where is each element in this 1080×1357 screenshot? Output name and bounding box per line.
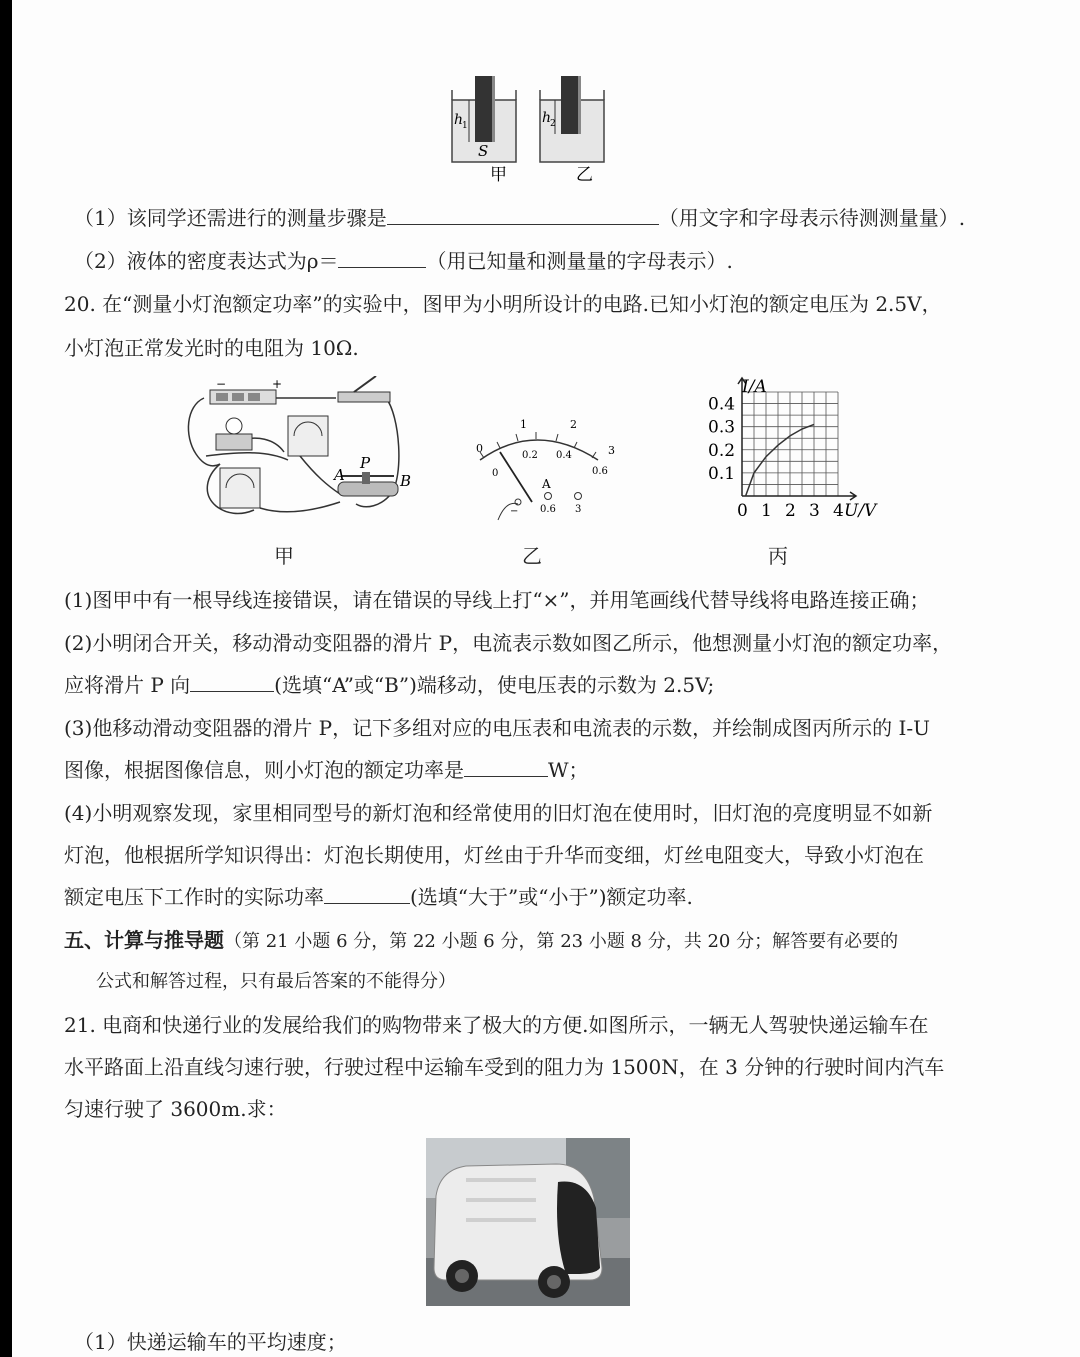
rheostat-a: A — [334, 466, 345, 484]
battery-plus: + — [272, 377, 283, 391]
voltmeter-top — [288, 416, 328, 456]
q21-sub1: （1）快递运输车的平均速度； — [74, 1330, 347, 1354]
q20-sub4-line1: (4)小明观察发现，家里相同型号的新灯泡和经常使用的旧灯泡在使用时，旧灯泡的亮度明显不如新 — [64, 801, 933, 825]
answer-blank[interactable] — [324, 885, 410, 904]
section5-note1: （第 21 小题 6 分，第 22 小题 6 分，第 23 小题 8 分，共 20 分；解答要有必要的 — [224, 931, 899, 952]
term-06: 0.6 — [540, 504, 556, 515]
x-tick-label: 3 — [809, 501, 820, 521]
q20-sub1: (1)图甲中有一根导线连接错误，请在错误的导线上打“×”，并用笔画线代替导线将电路连接正确； — [64, 588, 930, 612]
q19-part1-prefix: （1）该同学还需进行的测量步骤是 — [74, 206, 387, 230]
q19-part1 — [74, 206, 965, 230]
dial-s0: 0 — [492, 468, 499, 479]
q19-part1-suffix: （用文字和字母表示待测测量量）. — [658, 206, 966, 230]
section5-title: 五、计算与推导题 — [64, 928, 224, 952]
y-tick-label: 0.4 — [708, 394, 736, 415]
dial-s04: 0.4 — [556, 450, 572, 461]
density-figure — [448, 74, 628, 189]
circuit-diagram — [176, 376, 416, 526]
dial-t2: 2 — [570, 418, 577, 431]
q20-sub4-suffix: (选填“大于”或“小于”)额定功率. — [410, 885, 693, 909]
dial-t1: 1 — [520, 418, 527, 431]
rheostat-b: B — [400, 472, 412, 490]
dial-t0: 0 — [476, 442, 483, 455]
q20-sub4-prefix: 额定电压下工作时的实际功率 — [64, 885, 324, 909]
dial-s02: 0.2 — [522, 450, 538, 461]
graph-ylabel: I/A — [742, 377, 767, 397]
q20-sub2-prefix: 应将滑片 P 向 — [64, 673, 191, 697]
h2-label: h — [542, 110, 552, 126]
battery-minus: − — [216, 377, 227, 391]
q19-part2-suffix: （用已知量和测量量的字母表示）. — [426, 249, 733, 273]
graph-ticks — [708, 395, 844, 521]
q20-stem-line2: 小灯泡正常发光时的电阻为 10Ω. — [64, 336, 359, 360]
container-jia — [452, 76, 516, 162]
answer-blank[interactable] — [464, 758, 548, 777]
fig-label-yi-top: 乙 — [576, 165, 593, 185]
fig-label-bing: 丙 — [768, 544, 788, 568]
rheostat-p: P — [360, 454, 371, 472]
delivery-vehicle-photo — [426, 1138, 630, 1306]
q20-stem-line1: 20. 在“测量小灯泡额定功率”的实验中，图甲为小明所设计的电路.已知小灯泡的额定电压为 2.5V， — [64, 292, 942, 316]
q20-sub2-line2 — [64, 673, 714, 697]
q20-sub4-line3 — [64, 885, 693, 909]
q20-sub3-line2 — [64, 758, 589, 782]
dial-unit: A — [542, 477, 551, 491]
q20-sub3-line1: (3)他移动滑动变阻器的滑片 P，记下多组对应的电压表和电流表的示数，并绘制成图丙所示的 I-U — [64, 716, 931, 740]
iu-curve — [746, 424, 814, 496]
x-tick-label: 0 — [737, 501, 748, 521]
q20-sub3-suffix: W； — [548, 758, 589, 782]
ammeter-device — [220, 468, 260, 508]
graph-xlabel: U/V — [844, 501, 877, 521]
section5-header — [64, 928, 898, 954]
ammeter-dial — [456, 412, 616, 524]
y-tick-label: 0.3 — [708, 417, 736, 438]
answer-blank[interactable] — [338, 249, 426, 268]
fig-label-jia: 甲 — [274, 544, 294, 568]
fig-label-yi: 乙 — [522, 544, 542, 568]
y-tick-label: 0.2 — [708, 440, 736, 461]
dial-t3: 3 — [608, 444, 615, 457]
y-tick-label: 0.1 — [708, 463, 736, 484]
q21-stem-line2: 水平路面上沿直线匀速行驶，行驶过程中运输车受到的阻力为 1500N，在 3 分钟的行驶时间内汽车 — [64, 1055, 945, 1079]
q19-part2-prefix: （2）液体的密度表达式为ρ＝ — [74, 249, 339, 273]
h1-label: h — [454, 112, 464, 128]
q19-part2 — [74, 249, 733, 273]
battery — [210, 377, 282, 404]
lamp — [216, 418, 252, 450]
section5-note2: 公式和解答过程，只有最后答案的不能得分） — [96, 971, 456, 992]
dial-s06: 0.6 — [592, 466, 608, 477]
q20-sub4-line2: 灯泡，他根据所学知识得出：灯泡长期使用，灯丝由于升华而变细，灯丝电阻变大，导致小灯泡在 — [64, 843, 924, 867]
q21-stem-line1: 21. 电商和快递行业的发展给我们的购物带来了极大的方便.如图所示，一辆无人驾驶快递运输车在 — [64, 1013, 929, 1037]
h2-sub: 2 — [550, 119, 556, 129]
answer-blank[interactable] — [387, 206, 659, 225]
switch — [338, 376, 390, 402]
q20-sub2-suffix: (选填“A”或“B”)端移动，使电压表的示数为 2.5V; — [274, 673, 715, 697]
h1-sub: 1 — [462, 121, 468, 131]
s-label: S — [478, 142, 489, 160]
exam-paper — [12, 0, 1080, 1357]
x-tick-label: 2 — [785, 501, 796, 521]
container-yi — [540, 76, 604, 162]
term-minus: − — [510, 506, 519, 517]
answer-blank[interactable] — [190, 673, 274, 692]
q20-sub3-prefix: 图像，根据图像信息，则小灯泡的额定功率是 — [64, 758, 464, 782]
term-3: 3 — [575, 504, 582, 515]
q21-stem-line3: 匀速行驶了 3600m.求： — [64, 1097, 287, 1121]
x-tick-label: 4 — [833, 501, 844, 521]
q20-sub2-line1: (2)小明闭合开关，移动滑动变阻器的滑片 P，电流表示数如图乙所示，他想测量小灯泡的额定功率， — [64, 631, 953, 655]
x-tick-label: 1 — [761, 501, 772, 521]
graph-grid — [742, 392, 838, 496]
fig-label-jia-top: 甲 — [490, 165, 507, 185]
iu-graph — [692, 372, 892, 522]
